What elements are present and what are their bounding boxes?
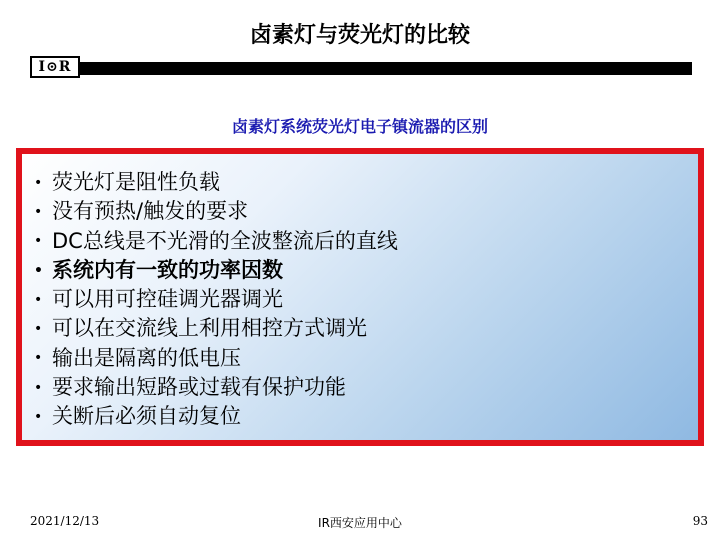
- ir-logo: I⊙R: [30, 56, 80, 78]
- bullet-text: 荧光灯是阻性负载: [52, 170, 220, 194]
- bullet-text: 输出是隔离的低电压: [52, 345, 241, 370]
- bullet-text: 系统内有一致的功率因数: [52, 257, 283, 282]
- slide-title: 卤素灯与荧光灯的比较: [249, 22, 470, 48]
- header-rule: [80, 62, 692, 75]
- bullet-item: [34, 344, 698, 373]
- bullet-text: 可以用可控硅调光器调光: [52, 287, 283, 312]
- bullet-text: 没有预热/触发的要求: [52, 199, 249, 224]
- content-panel: [16, 148, 704, 446]
- bullet-icon: •: [34, 174, 43, 191]
- bullet-item: [34, 402, 698, 431]
- bullet-icon: •: [34, 291, 43, 308]
- slide-subtitle: 卤素灯系统荧光灯电子镇流器的区别: [231, 117, 488, 136]
- bullet-item: [34, 227, 698, 256]
- bullet-item: [34, 256, 698, 285]
- page-number: 93: [692, 514, 708, 528]
- bullet-icon: •: [34, 262, 43, 279]
- bullet-icon: •: [34, 321, 43, 338]
- footer-date: 2021/12/13: [30, 514, 100, 528]
- bullet-text: 可以在交流线上利用相控方式调光: [52, 316, 367, 341]
- bullet-icon: •: [34, 204, 43, 220]
- bullet-icon: •: [34, 409, 43, 426]
- bullet-item: [34, 314, 698, 343]
- bullet-item: [34, 285, 698, 314]
- bullet-list: [22, 154, 698, 432]
- bullet-text: DC总线是不光滑的全波整流后的直线: [52, 228, 398, 253]
- bullet-item: [34, 197, 698, 226]
- bullet-item: [34, 168, 698, 197]
- bullet-icon: •: [34, 350, 43, 367]
- bullet-icon: •: [34, 379, 43, 396]
- bullet-text: 关断后必须自动复位: [52, 404, 241, 429]
- bullet-text: 要求输出短路或过载有保护功能: [52, 375, 346, 400]
- footer-center-text: IR西安应用中心: [318, 516, 402, 530]
- bullet-icon: •: [34, 233, 43, 250]
- bullet-item: [34, 373, 698, 402]
